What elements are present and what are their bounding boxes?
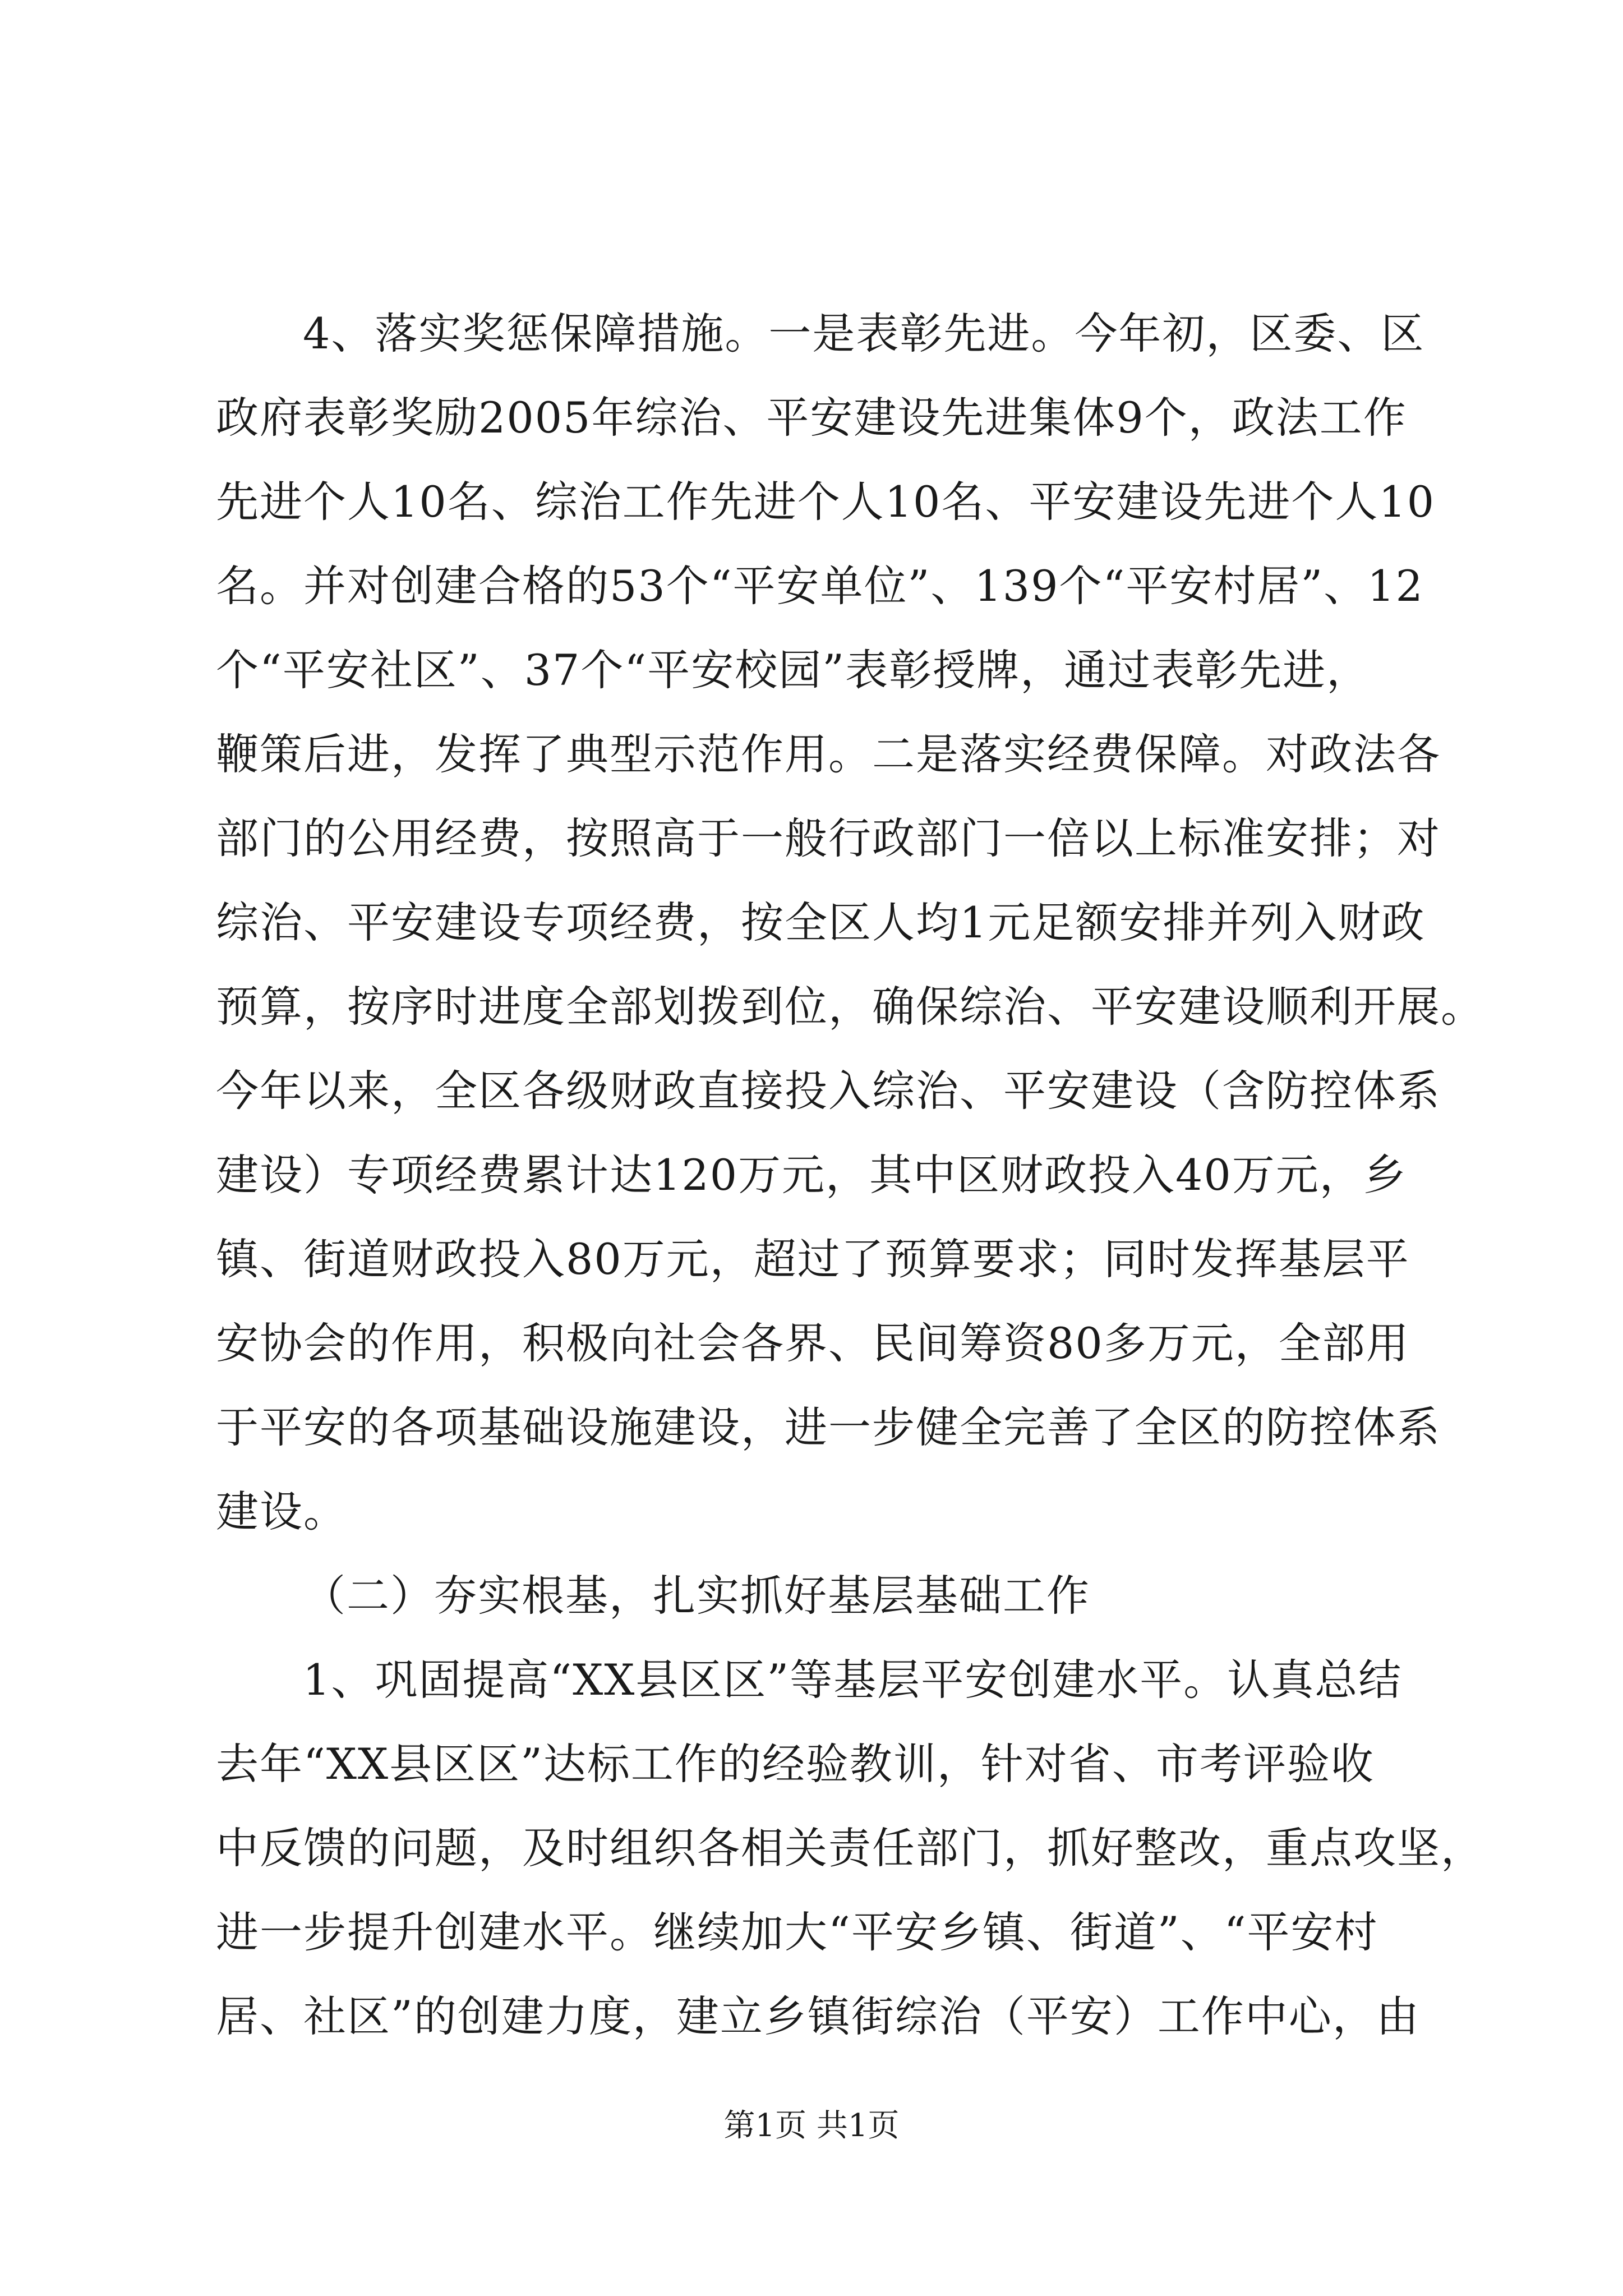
text-line-1: 4、落实奖惩保障措施。一是表彰先进。今年初，区委、区 (303, 309, 1425, 358)
text-line-21: 居、社区”的创建力度，建立乡镇街综治（平安）工作中心，由 (216, 1991, 1420, 2041)
text-line-4: 名。并对创建合格的53个“平安单位”、139个“平安村居”、12 (216, 561, 1424, 611)
text-line-8: 综治、平安建设专项经费，按全区人均1元足额安排并列入财政 (216, 898, 1426, 947)
text-line-11: 建设）专项经费累计达120万元，其中区财政投入40万元，乡 (216, 1150, 1407, 1200)
text-line-17: 1、巩固提高“XX县区区”等基层平安创建水平。认真总结 (303, 1655, 1403, 1705)
page-footer: 第1页 共1页 (723, 2108, 900, 2144)
text-line-6: 鞭策后进，发挥了典型示范作用。二是落实经费保障。对政法各 (216, 729, 1441, 779)
text-line-2: 政府表彰奖励2005年综治、平安建设先进集体9个，政法工作 (216, 393, 1407, 443)
text-line-18: 去年“XX县区区”达标工作的经验教训，针对省、市考评验收 (216, 1739, 1375, 1789)
text-line-9: 预算，按序时进度全部划拨到位，确保综治、平安建设顺利开展。 (216, 982, 1484, 1032)
text-line-12: 镇、街道财政投入80万元，超过了预算要求；同时发挥基层平 (216, 1234, 1410, 1284)
text-line-7: 部门的公用经费，按照高于一般行政部门一倍以上标准安排；对 (216, 813, 1441, 863)
text-line-5: 个“平安社区”、37个“平安校园”表彰授牌，通过表彰先进， (216, 645, 1371, 695)
section-heading: （二）夯实根基，扎实抓好基层基础工作 (303, 1571, 1090, 1621)
text-line-15: 建设。 (216, 1487, 347, 1536)
text-line-13: 安协会的作用，积极向社会各界、民间筹资80多万元，全部用 (216, 1318, 1410, 1368)
text-line-20: 进一步提升创建水平。继续加大“平安乡镇、街道”、“平安村 (216, 1907, 1378, 1957)
text-line-3: 先进个人10名、综治工作先进个人10名、平安建设先进个人10 (216, 477, 1436, 527)
text-line-10: 今年以来，全区各级财政直接投入综治、平安建设（含防控体系 (216, 1066, 1441, 1116)
text-line-19: 中反馈的问题，及时组织各相关责任部门，抓好整改，重点攻坚， (216, 1823, 1484, 1873)
text-line-14: 于平安的各项基础设施建设，进一步健全完善了全区的防控体系 (216, 1402, 1441, 1452)
